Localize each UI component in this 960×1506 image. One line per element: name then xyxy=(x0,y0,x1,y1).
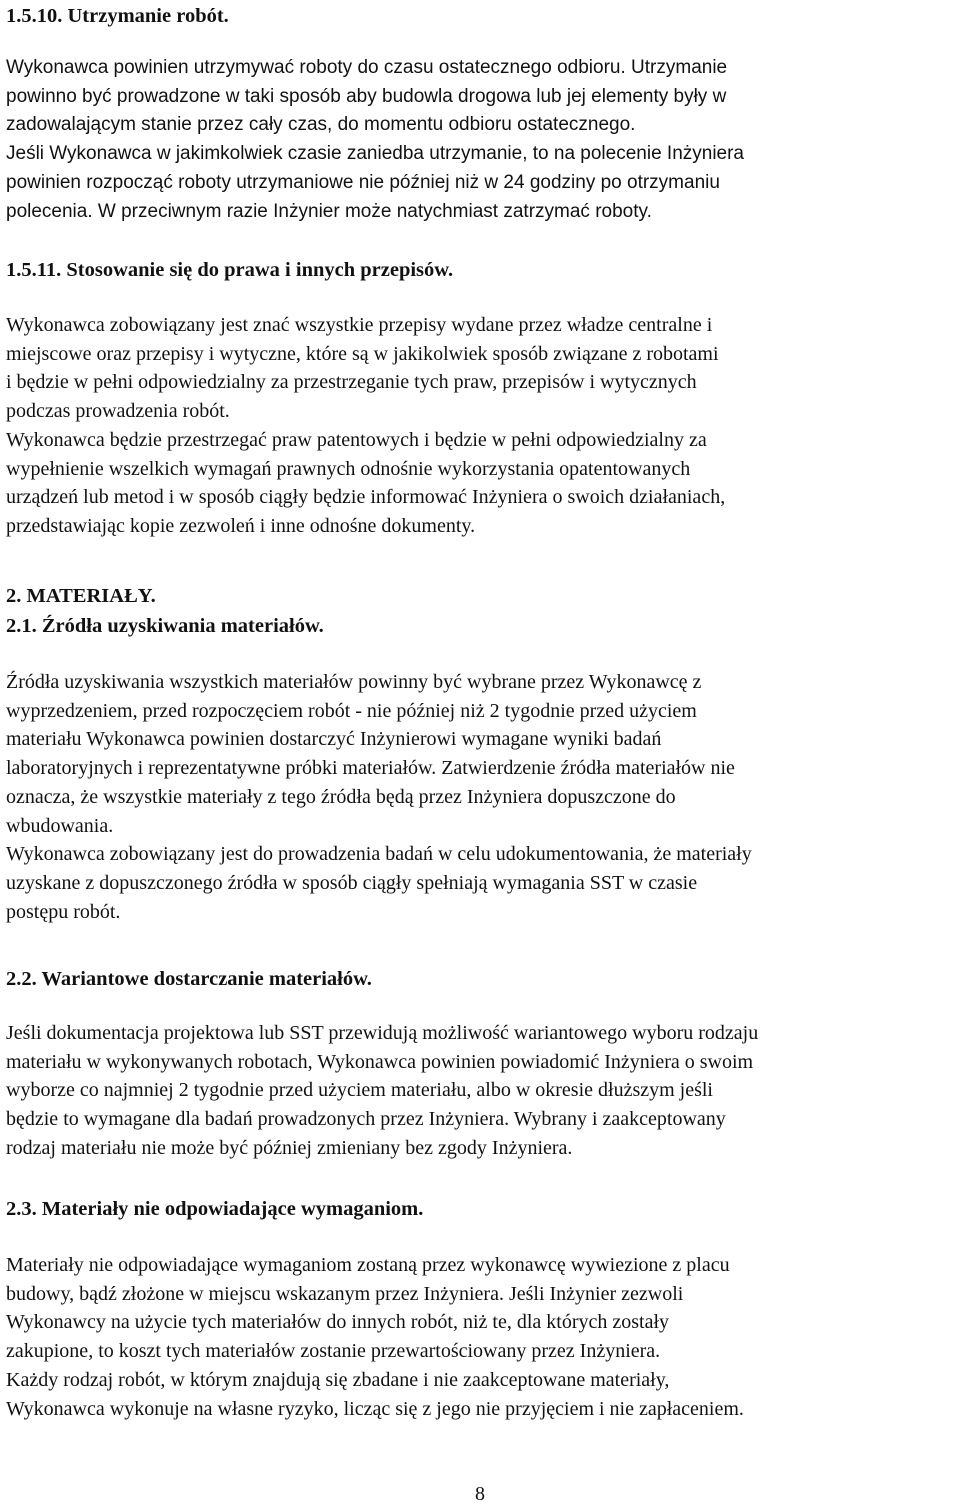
heading-2-materialy: 2. MATERIAŁY. xyxy=(6,585,156,607)
text-line: wyprzedzeniem, przed rozpoczęciem robót - nie później niż 2 tygodnie przed użyciem xyxy=(6,699,697,722)
heading-1-5-11: 1.5.11. Stosowanie się do prawa i innych przepisów. xyxy=(6,259,454,281)
text-line: zadowalającym stanie przez cały czas, do momentu odbioru ostatecznego. xyxy=(6,114,636,136)
text-line: Każdy rodzaj robót, w którym znajdują się zbadane i nie zaakceptowane materiały, xyxy=(6,1368,670,1391)
text-line: zakupione, to koszt tych materiałów zostanie przewartościowany przez Inżyniera. xyxy=(6,1340,661,1363)
text-line: Wykonawca będzie przestrzegać praw patentowych i będzie w pełni odpowiedzialny za xyxy=(6,428,707,451)
text-line: przedstawiając kopie zezwoleń i inne odnośne dokumenty. xyxy=(6,514,476,537)
text-line: Jeśli Wykonawca w jakimkolwiek czasie zaniedba utrzymanie, to na polecenie Inżyniera xyxy=(6,143,745,165)
heading-2-1: 2.1. Źródła uzyskiwania materiałów. xyxy=(6,615,324,637)
heading-2-2: 2.2. Wariantowe dostarczanie materiałów. xyxy=(6,968,372,990)
text-line: budowy, bądź złożone w miejscu wskazanym przez Inżyniera. Jeśli Inżynier zezwoli xyxy=(6,1282,684,1305)
text-line: postępu robót. xyxy=(6,900,121,923)
text-line: Źródła uzyskiwania wszystkich materiałów powinny być wybrane przez Wykonawcę z xyxy=(6,671,702,693)
text-line: i będzie w pełni odpowiedzialny za przestrzeganie tych praw, przepisów i wytycznych xyxy=(6,371,697,394)
text-line: wypełnienie wszelkich wymagań prawnych odnośnie wykorzystania opatentowanych xyxy=(6,457,691,480)
text-line: Wykonawca zobowiązany jest do prowadzenia badań w celu udokumentowania, że materiały xyxy=(6,843,752,866)
paragraph-materialy-nie-odpowiadajace xyxy=(6,1251,960,1423)
text-line: Jeśli dokumentacja projektowa lub SST przewidują możliwość wariantowego wyboru rodzaju xyxy=(6,1022,759,1044)
text-line: podczas prowadzenia robót. xyxy=(6,400,230,423)
text-line: Wykonawcy na użycie tych materiałów do innych robót, niż te, dla których zostały xyxy=(6,1311,670,1334)
text-line: wbudowania. xyxy=(6,814,114,837)
text-line: uzyskane z dopuszczonego źródła w sposób ciągły spełniają wymagania SST w czasie xyxy=(6,871,698,894)
paragraph-zrodla-materialow xyxy=(6,668,960,926)
text-line: Wykonawca zobowiązany jest znać wszystkie przepisy wydane przez władze centralne i xyxy=(6,314,713,336)
text-line: wyborze co najmniej 2 tygodnie przed użyciem materiału, albo w okresie dłuższym jeśli xyxy=(6,1079,713,1102)
text-line: powinno być prowadzone w taki sposób aby budowla drogowa lub jej elementy były w xyxy=(6,85,727,107)
text-line: Wykonawca powinien utrzymywać roboty do czasu ostatecznego odbioru. Utrzymanie xyxy=(6,57,728,78)
text-line: polecenia. W przeciwnym razie Inżynier może natychmiast zatrzymać roboty. xyxy=(6,200,652,222)
text-line: rodzaj materiału nie może być później zmieniany bez zgody Inżyniera. xyxy=(6,1136,573,1159)
text-line: laboratoryjnych i reprezentatywne próbki materiałów. Zatwierdzenie źródła materiałów nie xyxy=(6,757,735,780)
paragraph-stosowanie-prawa xyxy=(6,311,960,541)
text-line: powinien rozpocząć roboty utrzymaniowe nie później niż w 24 godziny po otrzymaniu xyxy=(6,171,720,193)
text-line: materiału Wykonawca powinien dostarczyć Inżynierowi wymagane wyniki badań xyxy=(6,728,662,751)
text-line: Wykonawca wykonuje na własne ryzyko, licząc się z jego nie przyjęciem i nie zapłaceniem. xyxy=(6,1397,744,1420)
text-line: urządzeń lub metod i w sposób ciągły będzie informować Inżyniera o swoich działaniach, xyxy=(6,486,726,509)
heading-1-5-10: 1.5.10. Utrzymanie robót. xyxy=(6,5,229,27)
paragraph-wariantowe-dostarczanie xyxy=(6,1019,960,1163)
text-line: Materiały nie odpowiadające wymaganiom zostaną przez wykonawcę wywiezione z placu xyxy=(6,1254,730,1276)
text-line: miejscowe oraz przepisy i wytyczne, które są w jakikolwiek sposób związane z robotami xyxy=(6,342,719,365)
heading-2-3: 2.3. Materiały nie odpowiadające wymaganiom. xyxy=(6,1198,424,1220)
page-number: 8 xyxy=(475,1483,485,1505)
text-line: będzie to wymagane dla badań prowadzonych przez Inżyniera. Wybrany i zaakceptowany xyxy=(6,1108,726,1131)
text-line: materiału w wykonywanych robotach, Wykonawca powinien powiadomić Inżyniera o swoim xyxy=(6,1050,754,1073)
paragraph-utrzymanie-robot xyxy=(6,54,960,226)
text-line: oznacza, że wszystkie materiały z tego źródła będą przez Inżyniera dopuszczone do xyxy=(6,785,676,808)
